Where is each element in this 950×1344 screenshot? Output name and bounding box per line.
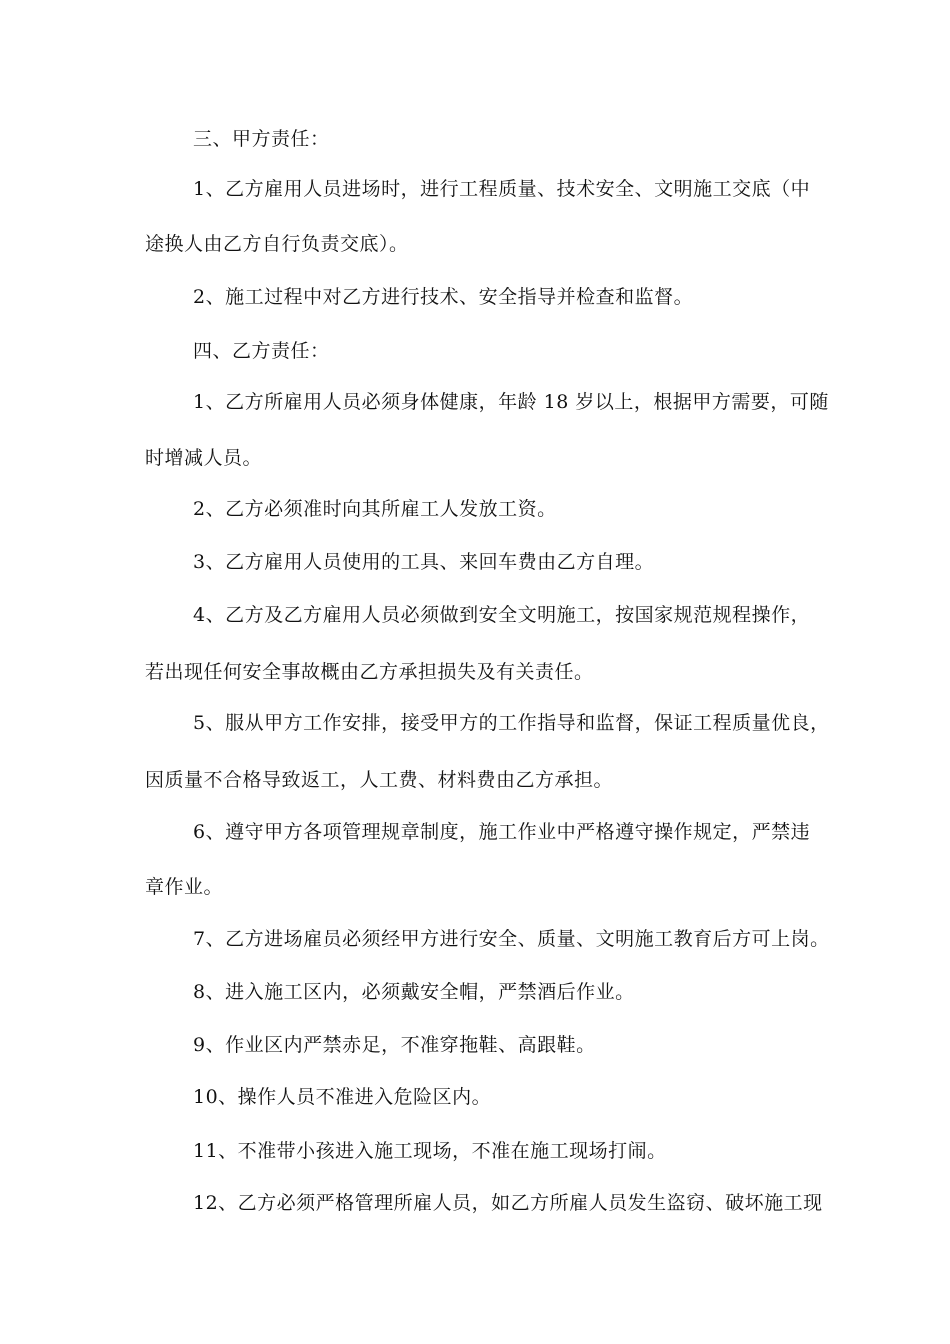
- section-heading-party-a: 三、甲方责任：: [193, 128, 330, 150]
- paragraph-line: 因质量不合格导致返工，人工费、材料费由乙方承担。: [145, 769, 614, 791]
- paragraph-line: 6、遵守甲方各项管理规章制度，施工作业中严格遵守操作规定，严禁违: [193, 821, 811, 843]
- paragraph-line: 12、乙方必须严格管理所雇人员，如乙方所雇人员发生盗窃、破坏施工现: [193, 1192, 823, 1214]
- paragraph-line: 途换人由乙方自行负责交底）。: [145, 233, 409, 255]
- paragraph-line: 章作业。: [145, 876, 224, 898]
- paragraph-line: 若出现任何安全事故概由乙方承担损失及有关责任。: [145, 661, 594, 683]
- paragraph-line: 2、乙方必须准时向其所雇工人发放工资。: [193, 498, 557, 520]
- paragraph-line: 时增减人员。: [145, 447, 263, 469]
- paragraph-line: 8、进入施工区内，必须戴安全帽，严禁酒后作业。: [193, 981, 635, 1003]
- paragraph-line: 2、施工过程中对乙方进行技术、安全指导并检查和监督。: [193, 286, 694, 308]
- paragraph-line: 1、乙方雇用人员进场时，进行工程质量、技术安全、文明施工交底（中: [193, 178, 811, 200]
- paragraph-line: 9、作业区内严禁赤足，不准穿拖鞋、高跟鞋。: [193, 1034, 596, 1056]
- paragraph-line: 1、乙方所雇用人员必须身体健康，年龄 18 岁以上，根据甲方需要，可随: [193, 391, 829, 413]
- paragraph-line: 7、乙方进场雇员必须经甲方进行安全、质量、文明施工教育后方可上岗。: [193, 928, 830, 950]
- paragraph-line: 5、服从甲方工作安排，接受甲方的工作指导和监督，保证工程质量优良，: [193, 712, 830, 734]
- section-heading-party-b: 四、乙方责任：: [193, 340, 330, 362]
- paragraph-line: 3、乙方雇用人员使用的工具、来回车费由乙方自理。: [193, 551, 655, 573]
- paragraph-line: 10、操作人员不准进入危险区内。: [193, 1086, 492, 1108]
- paragraph-line: 4、乙方及乙方雇用人员必须做到安全文明施工，按国家规范规程操作，: [193, 604, 811, 626]
- paragraph-line: 11、不准带小孩进入施工现场，不准在施工现场打闹。: [193, 1140, 667, 1162]
